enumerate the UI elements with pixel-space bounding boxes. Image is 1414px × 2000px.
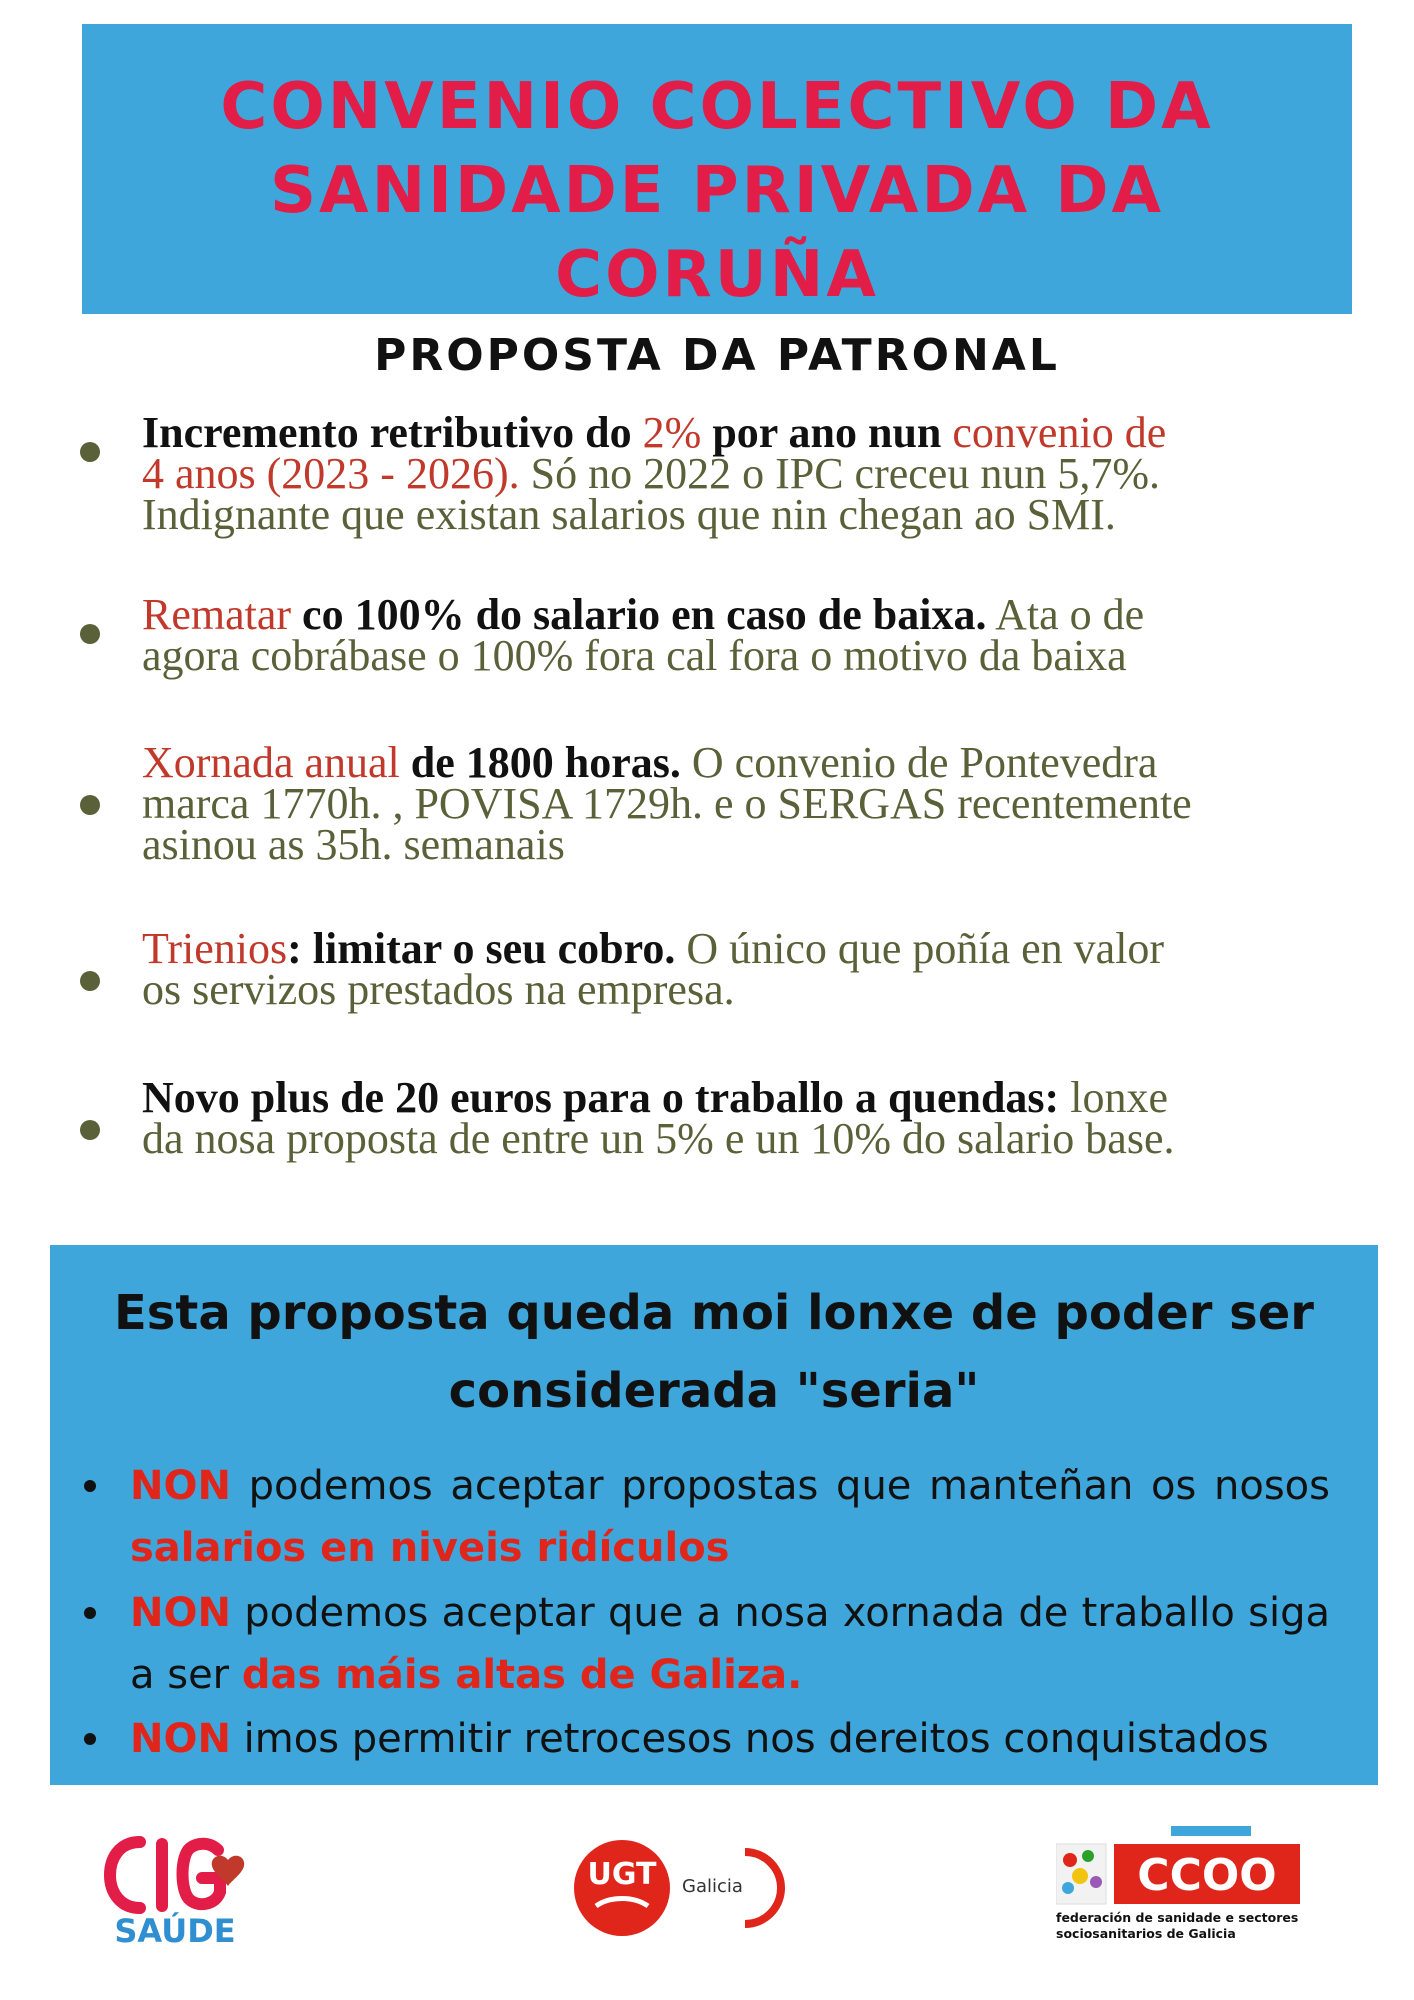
proposal-item	[142, 408, 1362, 539]
proposal-line	[142, 1073, 1362, 1122]
bold-text: : limitar o seu cobro.	[287, 924, 676, 973]
bullet-dot-icon	[84, 1733, 96, 1745]
body-text: Indignante que existan salarios que nin chegan ao SMI.	[142, 490, 1116, 539]
proposal-line	[142, 965, 1362, 1014]
ugt-mark-text: UGT	[587, 1857, 657, 1892]
ccoo-caption-line-2: sociosanitarios de Galicia	[1056, 1926, 1236, 1941]
highlight-text: convenio de	[952, 408, 1167, 457]
body-text: podemos aceptar propostas que manteñan os nosos	[230, 1463, 1330, 1509]
title-line-2: SANIDADE PRIVADA DA	[269, 154, 1165, 228]
body-text: O convenio de Pontevedra	[680, 738, 1158, 787]
highlight-text: 2%	[642, 408, 702, 457]
proposal-line	[142, 490, 1362, 539]
proposal-line	[142, 631, 1362, 680]
proposal-line	[142, 779, 1362, 828]
proposal-line	[142, 449, 1362, 498]
proposal-item	[142, 738, 1362, 869]
proposal-line	[142, 738, 1362, 787]
title-line-3: CORUÑA	[555, 238, 879, 312]
highlight-text: Trienios	[142, 924, 288, 973]
cig-mark-icon	[100, 1830, 250, 1920]
ccoo-logo	[1056, 1826, 1306, 1986]
body-text: imos permitir retrocesos nos dereitos conquistados	[230, 1716, 1269, 1762]
emphasis-text: das máis altas de Galiza.	[241, 1652, 803, 1698]
bold-text: por ano nun	[701, 408, 953, 457]
highlight-text: Xornada anual	[142, 738, 400, 787]
bullet-dot-icon	[80, 1120, 100, 1140]
bullet-dot-icon	[84, 1607, 96, 1619]
body-text: Ata o de	[986, 590, 1145, 639]
body-text: Só no 2022 o IPC creceu nun 5,7%.	[519, 449, 1160, 498]
conclusion-heading-line-2: considerada "seria"	[448, 1363, 980, 1419]
cig-saude-logo	[100, 1830, 250, 1970]
bold-text: Incremento retributivo do	[142, 408, 643, 457]
bullet-dot-icon	[80, 795, 100, 815]
body-text: podemos aceptar que a nosa xornada de traballo siga a ser	[130, 1590, 1330, 1698]
bullet-dot-icon	[84, 1480, 96, 1492]
bold-text: Novo plus de 20 euros para o traballo a quendas:	[142, 1073, 1060, 1122]
proposal-item	[142, 1073, 1362, 1163]
bold-text: de 1800 horas.	[399, 738, 681, 787]
proposal-line	[142, 590, 1362, 639]
bullet-dot-icon	[80, 442, 100, 462]
ccoo-caption-line-1: federación de sanidade e sectores	[1056, 1910, 1299, 1925]
bullet-dot-icon	[80, 624, 100, 644]
emphasis-text: NON	[130, 1590, 231, 1636]
cig-caption: SAÚDE	[114, 1912, 236, 1950]
conclusion-item	[130, 1455, 1330, 1579]
body-text: asinou as 35h. semanais	[142, 820, 565, 869]
highlight-text: Rematar	[142, 590, 292, 639]
ccoo-caption	[1056, 1910, 1306, 1942]
ugt-galicia-logo	[570, 1826, 790, 1956]
bullet-dot-icon	[80, 971, 100, 991]
proposal-item	[142, 590, 1362, 680]
conclusion-item	[130, 1582, 1330, 1706]
subtitle: PROPOSTA DA PATRONAL	[374, 330, 1060, 381]
ugt-caption: Galicia	[682, 1876, 743, 1897]
proposal-line	[142, 820, 1362, 869]
conclusion-heading-line-1: Esta proposta queda moi lonxe de poder ser	[114, 1285, 1314, 1341]
proposal-line	[142, 924, 1362, 973]
body-text: agora cobrábase o 100% fora cal fora o motivo da baixa	[142, 631, 1127, 680]
ccoo-mark-text: CCOO	[1137, 1850, 1277, 1901]
emphasis-text: NON	[130, 1463, 231, 1509]
proposal-line	[142, 408, 1362, 457]
body-text: lonxe	[1059, 1073, 1168, 1122]
emphasis-text: NON	[130, 1716, 231, 1762]
proposal-item	[142, 924, 1362, 1014]
conclusion-box	[50, 1245, 1378, 1785]
body-text: O único que poñía en valor	[675, 924, 1165, 973]
body-text: os servizos prestados na empresa.	[142, 965, 735, 1014]
bold-text: co 100% do salario en caso de baixa.	[291, 590, 987, 639]
highlight-text: 4 anos (2023 - 2026).	[142, 449, 520, 498]
proposal-line	[142, 1114, 1362, 1163]
ugt-mark-icon	[570, 1826, 790, 1956]
body-text: marca 1770h. , POVISA 1729h. e o SERGAS recentemente	[142, 779, 1192, 828]
emphasis-text: salarios en niveis ridículos	[130, 1525, 730, 1571]
title-line-1: CONVENIO COLECTIVO DA	[220, 70, 1214, 144]
conclusion-item	[130, 1708, 1330, 1770]
body-text: da nosa proposta de entre un 5% e un 10% do salario base.	[142, 1114, 1175, 1163]
